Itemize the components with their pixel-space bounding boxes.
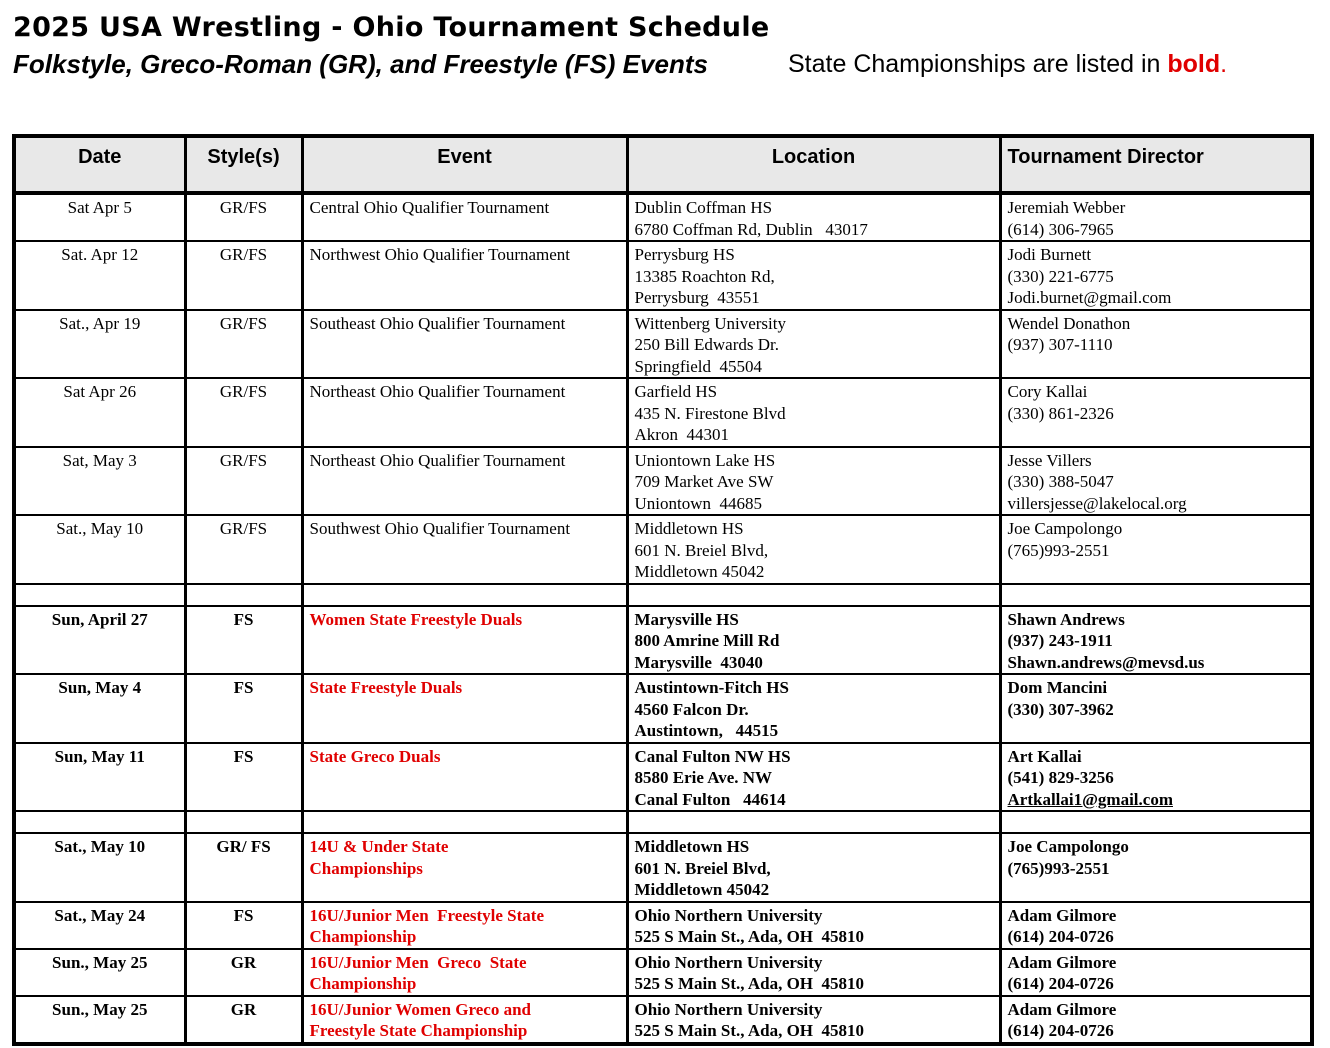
location-city: Akron 44301: [634, 425, 729, 444]
event-cell: Southeast Ohio Qualifier Tournament: [302, 310, 627, 379]
spacer-row: [14, 811, 1312, 833]
table-row-state-championship: [14, 902, 1312, 949]
table-row: [14, 241, 1312, 310]
location-city: Springfield 45504: [634, 356, 762, 376]
director-phone: (330) 221-6775: [1007, 266, 1114, 286]
date-cell: Sun, May 4: [14, 674, 185, 743]
director-phone: (330) 307-3962: [1007, 699, 1114, 719]
event-cell: State Freestyle Duals: [302, 674, 627, 743]
director-phone: (765)993-2551: [1007, 858, 1110, 878]
location-address: 525 S Main St., Ada, OH 45810: [634, 927, 865, 946]
style-cell: GR/FS: [185, 447, 302, 516]
event-cell: Northeast Ohio Qualifier Tournament: [302, 378, 627, 447]
director-name: Cory Kallai: [1007, 382, 1088, 401]
date-cell: Sat., May 10: [14, 833, 185, 902]
director-phone: (614) 204-0726: [1007, 974, 1114, 993]
column-header-director: Tournament Director: [1000, 136, 1312, 193]
location-address: 525 S Main St., Ada, OH 45810: [634, 1021, 865, 1040]
location-address: 800 Amrine Mill Rd: [634, 631, 780, 650]
location-city: Perrysburg 43551: [634, 288, 760, 307]
director-cell: [1000, 606, 1312, 675]
event-cell: [302, 902, 627, 949]
location-name: Ohio Northern University: [634, 999, 823, 1019]
location-cell: [627, 447, 1000, 516]
column-header-date: Date: [14, 136, 185, 193]
location-name: Ohio Northern University: [634, 952, 823, 972]
director-phone: (765)993-2551: [1007, 540, 1110, 560]
director-cell: [1000, 241, 1312, 310]
schedule-table: [12, 134, 1314, 1046]
table-row: [14, 378, 1312, 447]
date-cell: Sat., May 24: [14, 902, 185, 949]
empty-cell: [1000, 811, 1312, 833]
date-cell: Sat Apr 5: [14, 193, 185, 241]
date-cell: Sat. Apr 12: [14, 241, 185, 310]
event-name-line: 14U & Under State: [309, 837, 449, 856]
director-name: Shawn Andrews: [1007, 609, 1125, 629]
location-address: 601 N. Breiel Blvd,: [634, 540, 769, 560]
director-name: Joe Campolongo: [1007, 837, 1129, 856]
style-cell: GR/FS: [185, 193, 302, 241]
director-email[interactable]: Jodi.burnet@gmail.com: [1007, 288, 1172, 307]
location-address: 250 Bill Edwards Dr.: [634, 335, 779, 354]
location-name: Dublin Coffman HS: [634, 198, 773, 217]
director-email[interactable]: villersjesse@lakelocal.org: [1007, 493, 1187, 513]
event-cell: [302, 833, 627, 902]
legend-note-period: .: [1220, 50, 1228, 78]
location-name: Ohio Northern University: [634, 905, 823, 925]
location-city: Canal Fulton 44614: [634, 789, 786, 809]
location-name: Garfield HS: [634, 382, 718, 401]
event-cell: State Greco Duals: [302, 743, 627, 812]
location-address: 13385 Roachton Rd,: [634, 266, 775, 286]
director-cell: [1000, 515, 1312, 584]
director-cell: [1000, 378, 1312, 447]
location-name: Wittenberg University: [634, 313, 786, 333]
empty-cell: [627, 584, 1000, 606]
director-cell: [1000, 833, 1312, 902]
location-address: 6780 Coffman Rd, Dublin 43017: [634, 219, 868, 239]
date-cell: Sat, May 3: [14, 447, 185, 516]
location-cell: [627, 515, 1000, 584]
director-name: Adam Gilmore: [1007, 905, 1117, 925]
style-cell: FS: [185, 902, 302, 949]
style-cell: FS: [185, 674, 302, 743]
legend-note: [788, 50, 1227, 79]
director-phone: (614) 204-0726: [1007, 927, 1114, 946]
director-phone: (330) 388-5047: [1007, 472, 1114, 491]
location-address: 4560 Falcon Dr.: [634, 699, 749, 719]
location-name: Austintown-Fitch HS: [634, 678, 789, 697]
date-cell: Sat Apr 26: [14, 378, 185, 447]
table-row: [14, 193, 1312, 241]
location-cell: [627, 241, 1000, 310]
director-cell: [1000, 447, 1312, 516]
style-cell: GR/FS: [185, 241, 302, 310]
location-name: Uniontown Lake HS: [634, 450, 776, 470]
table-row: [14, 310, 1312, 379]
location-cell: [627, 193, 1000, 241]
location-address: 8580 Erie Ave. NW: [634, 768, 773, 787]
date-cell: Sun, May 11: [14, 743, 185, 812]
event-name-line: 16U/Junior Men Freestyle State: [309, 905, 544, 925]
empty-cell: [185, 584, 302, 606]
director-phone: (541) 829-3256: [1007, 768, 1114, 787]
event-cell: [302, 949, 627, 996]
style-cell: FS: [185, 743, 302, 812]
table-row: [14, 515, 1312, 584]
table-row-state-event: [14, 606, 1312, 675]
table-header-row: [14, 136, 1312, 193]
location-name: Marysville HS: [634, 609, 739, 629]
director-name: Jeremiah Webber: [1007, 198, 1126, 217]
director-phone: (614) 306-7965: [1007, 219, 1114, 239]
location-cell: [627, 833, 1000, 902]
style-cell: GR/FS: [185, 515, 302, 584]
table-row: [14, 447, 1312, 516]
director-phone: (937) 243-1911: [1007, 631, 1113, 650]
director-email-link[interactable]: Artkallai1@gmail.com: [1007, 789, 1173, 809]
date-cell: Sun., May 25: [14, 996, 185, 1044]
empty-cell: [14, 811, 185, 833]
event-cell: Central Ohio Qualifier Tournament: [302, 193, 627, 241]
event-name-line: 16U/Junior Men Greco State: [309, 952, 527, 972]
empty-cell: [185, 811, 302, 833]
director-name: Jodi Burnett: [1007, 245, 1092, 264]
director-cell: [1000, 902, 1312, 949]
style-cell: GR/ FS: [185, 833, 302, 902]
director-name: Wendel Donathon: [1007, 313, 1131, 333]
director-email[interactable]: Shawn.andrews@mevsd.us: [1007, 652, 1205, 672]
legend-note-bold: bold: [1167, 50, 1221, 78]
empty-cell: [1000, 584, 1312, 606]
column-header-event: Event: [302, 136, 627, 193]
location-name: Perrysburg HS: [634, 245, 735, 264]
table-row-state-championship: [14, 996, 1312, 1044]
location-city: Marysville 43040: [634, 652, 763, 672]
location-cell: [627, 996, 1000, 1044]
location-address: 435 N. Firestone Blvd: [634, 403, 786, 423]
style-cell: GR: [185, 949, 302, 996]
event-name-line: Freestyle State Championship: [309, 1021, 528, 1040]
event-cell: Women State Freestyle Duals: [302, 606, 627, 675]
location-address: 525 S Main St., Ada, OH 45810: [634, 974, 865, 993]
location-name: Canal Fulton NW HS: [634, 746, 791, 766]
location-address: 601 N. Breiel Blvd,: [634, 858, 771, 878]
director-phone: (614) 204-0726: [1007, 1021, 1114, 1040]
director-name: Art Kallai: [1007, 746, 1082, 766]
event-name-line: Championship: [309, 974, 417, 993]
style-cell: GR: [185, 996, 302, 1044]
director-phone: (330) 861-2326: [1007, 403, 1114, 423]
page-subtitle: Folkstyle, Greco-Roman (GR), and Freestyle (FS) Events: [13, 49, 708, 79]
location-cell: [627, 743, 1000, 812]
director-cell: [1000, 674, 1312, 743]
page-title: 2025 USA Wrestling - Ohio Tournament Schedule: [13, 12, 770, 43]
style-cell: FS: [185, 606, 302, 675]
director-name: Adam Gilmore: [1007, 999, 1117, 1019]
empty-cell: [302, 811, 627, 833]
table-row-state-event: [14, 743, 1312, 812]
location-cell: [627, 902, 1000, 949]
location-name: Middletown HS: [634, 519, 744, 538]
event-cell: [302, 996, 627, 1044]
table-row-state-championship: [14, 949, 1312, 996]
empty-cell: [14, 584, 185, 606]
location-cell: [627, 310, 1000, 379]
table-row-state-championship: [14, 833, 1312, 902]
location-city: Middletown 45042: [634, 880, 770, 899]
location-city: Austintown, 44515: [634, 721, 779, 740]
director-phone: (937) 307-1110: [1007, 335, 1113, 354]
event-cell: Northwest Ohio Qualifier Tournament: [302, 241, 627, 310]
date-cell: Sat., Apr 19: [14, 310, 185, 379]
spacer-row: [14, 584, 1312, 606]
style-cell: GR/FS: [185, 310, 302, 379]
location-cell: [627, 378, 1000, 447]
date-cell: Sun., May 25: [14, 949, 185, 996]
director-name: Dom Mancini: [1007, 678, 1108, 697]
column-header-style: Style(s): [185, 136, 302, 193]
date-cell: Sun, April 27: [14, 606, 185, 675]
location-name: Middletown HS: [634, 837, 750, 856]
event-name-line: Championship: [309, 927, 417, 946]
director-cell: [1000, 949, 1312, 996]
date-cell: Sat., May 10: [14, 515, 185, 584]
event-name-line: 16U/Junior Women Greco and: [309, 999, 531, 1019]
empty-cell: [627, 811, 1000, 833]
location-address: 709 Market Ave SW: [634, 472, 774, 491]
location-city: Uniontown 44685: [634, 493, 762, 513]
event-cell: Southwest Ohio Qualifier Tournament: [302, 515, 627, 584]
director-cell: [1000, 310, 1312, 379]
director-cell: [1000, 193, 1312, 241]
table-row-state-event: [14, 674, 1312, 743]
director-cell: [1000, 996, 1312, 1044]
location-cell: [627, 674, 1000, 743]
column-header-location: Location: [627, 136, 1000, 193]
director-name: Adam Gilmore: [1007, 952, 1117, 972]
director-name: Joe Campolongo: [1007, 519, 1123, 538]
director-name: Jesse Villers: [1007, 450, 1092, 470]
location-cell: [627, 606, 1000, 675]
director-cell: [1000, 743, 1312, 812]
location-city: Middletown 45042: [634, 562, 765, 581]
empty-cell: [302, 584, 627, 606]
event-name-line: Championships: [309, 858, 423, 878]
location-cell: [627, 949, 1000, 996]
style-cell: GR/FS: [185, 378, 302, 447]
event-cell: Northeast Ohio Qualifier Tournament: [302, 447, 627, 516]
legend-note-text: State Championships are listed in: [788, 50, 1168, 78]
